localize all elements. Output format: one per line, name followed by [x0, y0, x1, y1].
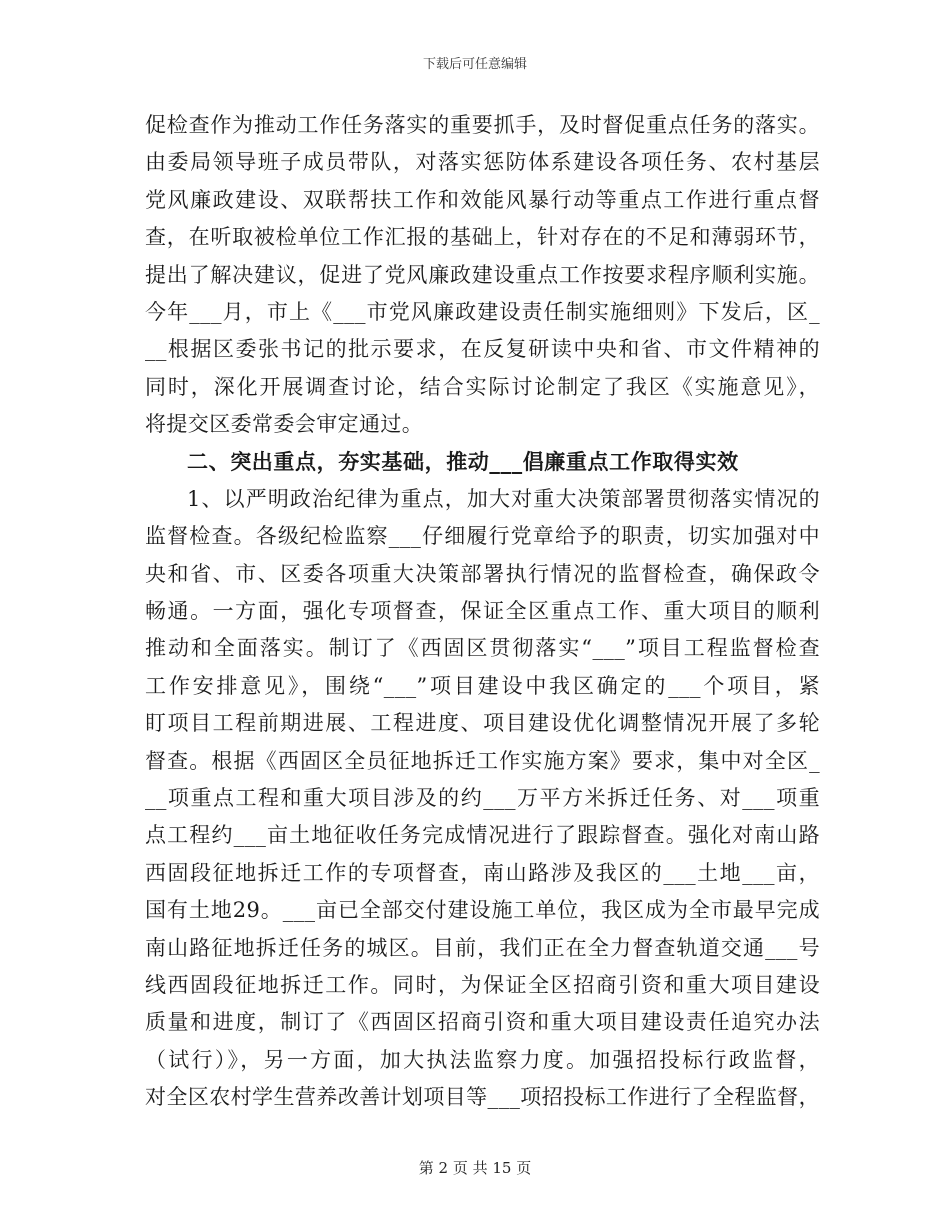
text-line: 畅通。一方面，强化专项督查，保证全区重点工作、重大项目的顺利: [145, 599, 820, 624]
document-body: [145, 107, 820, 1117]
text-line: 党风廉政建设、双联帮扶工作和效能风暴行动等重点工作进行重点督: [145, 187, 820, 212]
text-line: 1、以严明政治纪律为重点，加大对重大决策部署贯彻落实情况的: [187, 486, 820, 511]
text-line: 今年___月，市上《___市党风廉政建设责任制实施细则》下发后，区_: [145, 299, 820, 324]
text-line: 质量和进度，制订了《西固区招商引资和重大项目建设责任追究办法: [145, 1010, 820, 1035]
text-line: 线西固段征地拆迁工作。同时，为保证全区招商引资和重大项目建设: [145, 972, 820, 997]
text-line: 点工程约___亩土地征收任务完成情况进行了跟踪督查。强化对南山路: [145, 823, 820, 848]
text-line: （试行）》，另一方面，加大执法监察力度。加强招投标行政监督，: [145, 1047, 820, 1072]
text-line: 盯项目工程前期进展、工程进度、项目建设优化调整情况开展了多轮: [145, 711, 820, 736]
text-line: 国有土地29。___亩已全部交付建设施工单位，我区成为全市最早完成: [145, 898, 820, 923]
text-line: 西固段征地拆迁工作的专项督查，南山路涉及我区的___土地___亩，: [145, 860, 820, 885]
text-line: 对全区农村学生营养改善计划项目等___项招投标工作进行了全程监督，: [145, 1085, 820, 1110]
text-line: 监督检查。各级纪检监察___仔细履行党章给予的职责，切实加强对中: [145, 524, 820, 549]
text-line: __根据区委张书记的批示要求，在反复研读中央和省、市文件精神的: [145, 337, 820, 362]
text-line: __项重点工程和重大项目涉及的约___万平方米拆迁任务、对___项重: [145, 786, 820, 811]
text-line: 由委局领导班子成员带队，对落实惩防体系建设各项任务、农村基层: [145, 150, 820, 175]
text-line: 督查。根据《西固区全员征地拆迁工作实施方案》要求，集中对全区_: [145, 748, 820, 773]
text-line: 同时，深化开展调查讨论，结合实际讨论制定了我区《实施意见》，: [145, 374, 820, 399]
text-line: 央和省、市、区委各项重大决策部署执行情况的监督检查，确保政令: [145, 561, 820, 586]
header-note: 下载后可任意编辑: [422, 57, 527, 72]
text-line: 推动和全面落实。制订了《西固区贯彻落实“___”项目工程监督检查: [145, 636, 820, 661]
section-heading: 二、突出重点，夯实基础，推动___倡廉重点工作取得实效: [187, 449, 739, 474]
page-number: 第 2 页 共 15 页: [418, 1159, 532, 1177]
text-line: 促检查作为推动工作任务落实的重要抓手，及时督促重点任务的落实。: [145, 113, 820, 137]
text-line: 南山路征地拆迁任务的城区。目前，我们正在全力督查轨道交通___号: [145, 935, 820, 960]
text-line: 工作安排意见》，围绕“___”项目建设中我区确定的___个项目，紧: [145, 673, 820, 698]
text-line: 提出了解决建议，促进了党风廉政建设重点工作按要求程序顺利实施。: [145, 262, 820, 287]
text-line: 将提交区委常委会审定通过。: [145, 412, 424, 437]
text-line: 查，在听取被检单位工作汇报的基础上，针对存在的不足和薄弱环节，: [145, 225, 820, 250]
